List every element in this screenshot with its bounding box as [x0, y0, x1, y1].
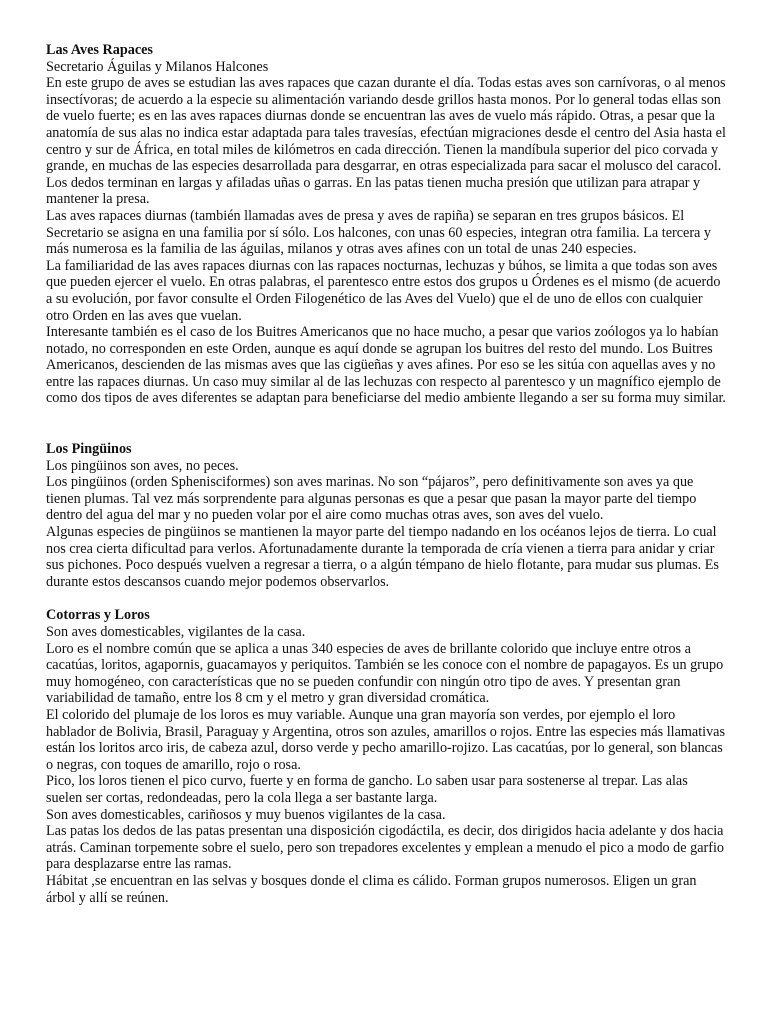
- paragraph: Hábitat ,se encuentran en las selvas y bosques donde el clima es cálido. Forman grupos numerosos. Eligen un gran árbol y allí se reúnen.: [46, 872, 697, 906]
- section-cotorras-loros: [46, 607, 726, 906]
- paragraph: Las aves rapaces diurnas (también llamadas aves de presa y aves de rapiña) se separan en tres grupos básicos. El Secretario se asigna en una familia por sí sólo. Los halcones, con unas 60 especies, integran otra familia. La tercera y más numerosa es la familia de las águilas, milanos y otras aves afines con un total de unas 240 especies.: [46, 207, 711, 258]
- section-spacer: [46, 407, 726, 441]
- paragraph: En este grupo de aves se estudian las aves rapaces que cazan durante el día. Todas estas aves son carnívoras, o al menos insectívoras; de acuerdo a la especie su alimentación variando desde grillos hasta monos. Por lo general todas ellas son de vuelo fuerte; es en las aves rapaces diurnas donde se encuentran las aves de vuelo más rápido. Otras, a pesar que la anatomía de sus alas no indica estar adaptada para tales travesías, efectúan migraciones desde el centro del Asia hasta el centro y sur de África, en total miles de kilómetros en cada dirección. Tienen la mandíbula superior del pico corvada y grande, en muchas de las especies desarrollada para desgarrar, en otras especializada para sacar el molusco del caracol. Los dedos terminan en largas y afiladas uñas o garras. En las patas tienen mucha presión que utilizan para atrapar y mantener la presa.: [46, 75, 726, 208]
- section-spacer: [46, 590, 726, 607]
- section-pinguinos: [46, 441, 726, 590]
- paragraph: La familiaridad de las aves rapaces diurnas con las rapaces nocturnas, lechuzas y búhos, se limita a que todas son aves que pueden ejercer el vuelo. En otras palabras, el parentesco entre estos dos grupos u Órdenes es el mismo (de acuerdo a su evolución, por favor consulte el Orden Filogenético de las Aves del Vuelo) que el de uno de ellos con cualquier otro Orden en las aves que vuelan.: [46, 257, 721, 324]
- paragraph: Interesante también es el caso de los Buitres Americanos que no hace mucho, a pesar que varios zoólogos ya lo habían notado, no corresponden en este Orden, aunque es aquí donde se agrupan los buitres del resto del mundo. Los Buitres Americanos, descienden de las mismas aves que las cigüeñas y aves afines. Por eso se les sitúa con aquellas aves y no entre las rapaces diurnas. Un caso muy similar al de las lechuzas con respecto al parentesco y un magnífico ejemplo de como dos tipos de aves diferentes se adaptan para beneficiarse del medio ambiente llegando a ser su forma muy similar.: [46, 324, 726, 407]
- section-aves-rapaces: [46, 42, 726, 407]
- subtitle-line: Los pingüinos son aves, no peces.: [46, 457, 239, 474]
- paragraph: Loro es el nombre común que se aplica a unas 340 especies de aves de brillante colorido que incluye entre otros a cacatúas, loritos, agapornis, guacamayos y periquitos. También se les conoce con el nombre de papagayos. Es un grupo muy homogéneo, con características que no se pueden confundir con ningún otro tipo de aves. Y presentan gran variabilidad de tamaño, entre los 8 cm y el metro y gran diversidad cromática.: [46, 640, 724, 707]
- section-heading: Las Aves Rapaces: [46, 42, 153, 58]
- document-page: [46, 42, 726, 906]
- section-heading: Los Pingüinos: [46, 441, 132, 458]
- subtitle-line: Secretario Águilas y Milanos Halcones: [46, 58, 269, 75]
- paragraph: Algunas especies de pingüinos se mantienen la mayor parte del tiempo nadando en los océanos lejos de tierra. Lo cual nos crea cierta dificultad para verlos. Afortunadamente durante la temporada de cría vienen a tierra para anidar y criar sus pichones. Poco después vuelven a regresar a tierra, o a algún témpano de hielo flotante, para mudar sus plumas. Es durante estos descansos cuando mejor podemos observarlos.: [46, 524, 719, 590]
- subtitle-line: Son aves domesticables, vigilantes de la casa.: [46, 624, 306, 640]
- paragraph: Pico, los loros tienen el pico curvo, fuerte y en forma de gancho. Lo saben usar para sostenerse al trepar. Las alas suelen ser cortas, redondeadas, pero la cola llega a ser bastante larga.: [46, 773, 688, 806]
- section-heading: Cotorras y Loros: [46, 607, 150, 624]
- paragraph: El colorido del plumaje de los loros es muy variable. Aunque una gran mayoría son verdes, por ejemplo el loro hablador de Bolivia, Brasil, Paraguay y Argentina, otros son azules, amarillos o rojos. Entre las especies más llamativas están los loritos arco iris, de cabeza azul, dorso verde y pecho amarillo-rojizo. Las cacatúas, por lo general, son blancas o negras, con toques de amarillo, rojo o rosa.: [46, 706, 725, 773]
- paragraph: Las patas los dedos de las patas presentan una disposición cigodáctila, es decir, dos dirigidos hacia adelante y dos hacia atrás. Caminan torpemente sobre el suelo, pero son trepadores excelentes y emplean a menudo el pico a modo de garfio para desplazarse entre las ramas.: [46, 823, 725, 873]
- paragraph: Son aves domesticables, cariñosos y muy buenos vigilantes de la casa.: [46, 806, 446, 823]
- paragraph: Los pingüinos (orden Sphenisciformes) son aves marinas. No son “pájaros”, pero definitivamente son aves ya que tienen plumas. Tal vez más sorprendente para algunas personas es que a pesar que pasan la mayor parte del tiempo dentro del agua del mar y no pueden volar por el aire como muchas otras aves, son aves del vuelo.: [46, 474, 697, 524]
